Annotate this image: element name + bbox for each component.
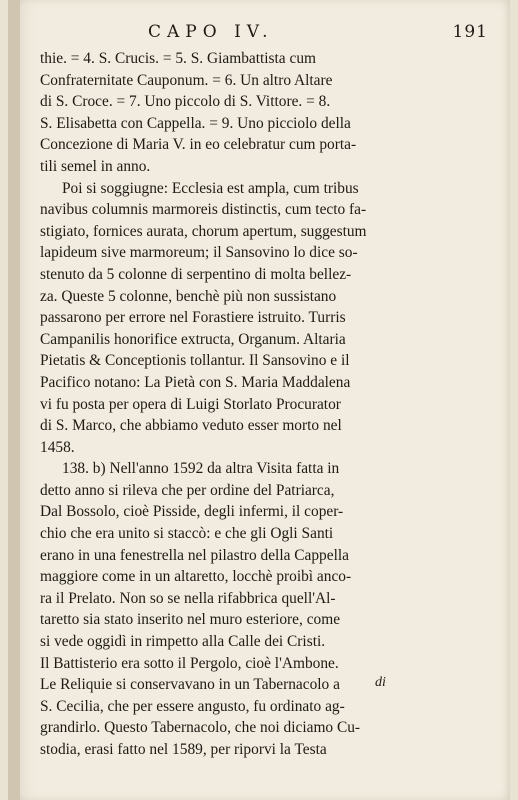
text-line: detto anno si rileva che per ordine del Patriarca,: [40, 481, 335, 499]
text-line: grandirlo. Questo Tabernacolo, che noi diciamo Cu-: [40, 719, 361, 737]
text-line: 138. b) Nell'anno 1592 da altra Visita fatta in: [62, 460, 340, 478]
text-line: di S. Marco, che abbiamo veduto esser morto nel: [40, 417, 342, 435]
text-line: vi fu posta per opera di Luigi Storlato Procurator: [40, 395, 341, 413]
text-line: za. Queste 5 colonne, benchè più non sussistano: [40, 287, 337, 305]
book-page: [8, 0, 510, 800]
text-line: Pietatis & Conceptionis tollantur. Il Sansovino e il: [40, 352, 350, 370]
text-line: si vede oggidì in rimpetto alla Calle dei Cristi.: [40, 633, 326, 651]
text-line: di S. Croce. = 7. Uno piccolo di S. Vittore. = 8.: [40, 93, 331, 111]
text-line: lapideum sive marmoreum; il Sansovino lo dice so-: [40, 244, 358, 262]
text-line: chio che era unito si staccò: e che gli Ogli Santi: [40, 525, 334, 543]
text-line: S. Elisabetta con Cappella. = 9. Uno picciolo della: [40, 114, 351, 132]
text-line: stigiato, fornices aurata, chorum apertum, suggestum: [40, 222, 367, 240]
text-line: thie. = 4. S. Crucis. = 5. S. Giambattista cum: [40, 50, 316, 67]
text-line: erano in una fenestrella nel pilastro della Cappella: [40, 546, 349, 564]
text-line: Confraternitate Cauponum. = 6. Un altro Altare: [40, 71, 333, 89]
text-line: stodia, erasi fatto nel 1589, per riporvi la Testa: [40, 741, 327, 758]
text-line: maggiore come in un altaretto, locchè proibì anco-: [40, 568, 352, 586]
text-line: stenuto da 5 colonne di serpentino di molta bellez-: [40, 265, 352, 283]
catchword: di: [375, 675, 386, 690]
text-line: taretto sia stato inserito nel muro esteriore, come: [40, 611, 341, 629]
body-text: [40, 48, 412, 761]
page-number: 191: [452, 22, 488, 42]
text-line: Dal Bossolo, cioè Pisside, degli infermi, il coper-: [40, 503, 344, 521]
text-line: Campanilis honorifice extructa, Organum. Altaria: [40, 330, 346, 348]
chapter-heading: CAPO IV.: [148, 22, 274, 42]
text-line: Concezione di Maria V. in eo celebratur cum porta-: [40, 136, 357, 154]
text-line: ra il Prelato. Non so se nella rifabbrica quell'Al-: [40, 589, 336, 607]
text-line: Poi si soggiugne: Ecclesia est ampla, cum tribus: [62, 179, 359, 197]
text-line: navibus columnis marmoreis distinctis, cum tecto fa-: [40, 201, 367, 219]
page-gutter: [8, 0, 20, 800]
text-line: Il Battisterio era sotto il Pergolo, cioè l'Ambone.: [40, 654, 339, 672]
running-header: [148, 22, 488, 44]
text-line: 1458.: [40, 438, 75, 456]
text-line: Pacifico notano: La Pietà con S. Maria Maddalena: [40, 373, 351, 391]
text-line: S. Cecilia, che per essere angusto, fu ordinato ag-: [40, 697, 345, 715]
text-line: passarono per errore nel Forastiere istruito. Turris: [40, 309, 346, 327]
text-line: Le Reliquie si conservavano in un Tabernacolo a: [40, 676, 340, 694]
text-line: tili semel in anno.: [40, 157, 151, 175]
